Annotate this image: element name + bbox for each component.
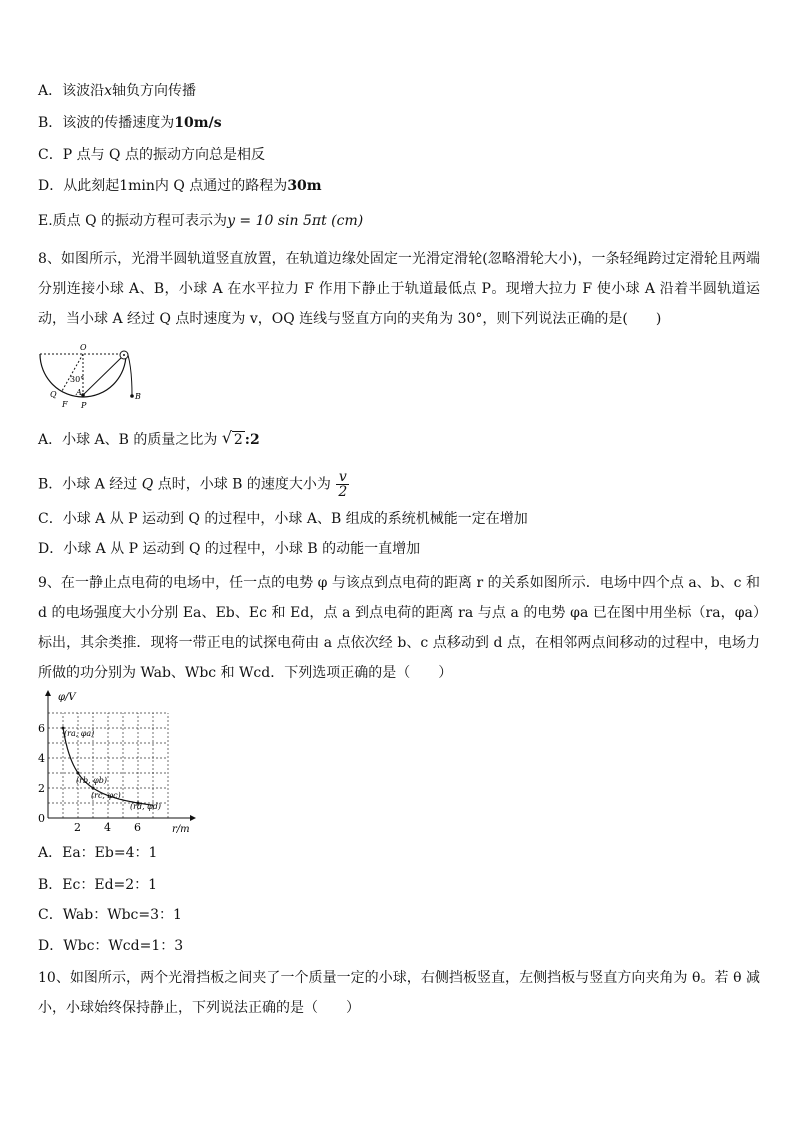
q8-option-c[interactable]: C．小球 A 从 P 运动到 Q 的过程中，小球 A、B 组成的系统机械能一定在增加 [38, 511, 528, 527]
q8-rope-a [83, 355, 124, 395]
q7-option-a[interactable]: A．该波沿x轴负方向传播 [38, 83, 197, 99]
q9-origin: 0 [38, 812, 45, 825]
y-tick-label: 4 [38, 752, 45, 765]
q8-figure [36, 340, 146, 415]
q9-option-c[interactable]: C．Wab：Wbc=3：1 [38, 907, 182, 923]
q7-option-c[interactable]: C．P 点与 Q 点的振动方向总是相反 [38, 147, 265, 163]
q8-label-o: O [80, 343, 87, 352]
q8-label-angle: 30° [70, 375, 85, 384]
q7-option-b[interactable]: B．该波的传播速度为10m/s [38, 115, 222, 131]
q9-point-label: (rc, φc) [91, 791, 121, 800]
q9-option-d[interactable]: D．Wbc：Wcd=1：3 [38, 938, 184, 954]
q8-rope-b [128, 355, 132, 395]
q9-xlabel: r/m [172, 824, 190, 835]
x-tick-label: 4 [104, 821, 111, 834]
q8-label-q: Q [50, 390, 57, 399]
x-tick-label: 2 [74, 821, 81, 834]
q9-data-point [77, 772, 80, 775]
q8-label-b: B [135, 392, 141, 401]
q9-stem: 9、在一静止点电荷的电场中，任一点的电势 φ 与该点到点电荷的距离 r 的关系如图所示．电场中四个点 a、b、c 和 d 的电场强度大小分别 Ea、Eb、Ec 和 Ed，点 a 到点电荷的距离 ra 与点 a 的电势 φa 已在图中用坐标（ra，φa）标出，其余类推．现将一带正电的试探电荷由 a 点依次经 b、c 点移动到 d 点，在相邻两点间移动的过程中，电场力所做的功分别为 Wab、Wbc 和 Wcd．下列选项正确的是（ ） [38, 575, 760, 681]
q9-point-label: (rd, φd) [130, 802, 161, 811]
y-tick-label: 6 [38, 722, 45, 735]
q9-option-a[interactable]: A．Ea：Eb=4：1 [38, 845, 158, 861]
q8-label-a: A [76, 388, 82, 397]
q8-option-a[interactable]: A．小球 A、B 的质量之比为 √ 2 :2 [38, 428, 260, 448]
q8-stem: 8、如图所示，光滑半圆轨道竖直放置，在轨道边缘处固定一光滑定滑轮(忽略滑轮大小)，一条轻绳跨过定滑轮且两端分别连接小球 A、B，小球 A 在水平拉力 F 作用下静止于轨道最低点 P。现增大拉力 F 使小球 A 沿着半圆轨道运动，当小球 A 经过 Q 点时速度为 v，OQ 连线与竖直方向的夹角为 30°，则下列说法正确的是( ) [38, 251, 760, 327]
q8-option-d[interactable]: D．小球 A 从 P 运动到 Q 的过程中，小球 B 的动能一直增加 [38, 541, 421, 557]
sqrt-expression: √ 2 [221, 428, 243, 448]
x-tick-label: 6 [134, 821, 141, 834]
y-tick-label: 2 [38, 782, 45, 795]
q9-point-label: (ra, φa) [64, 729, 95, 738]
q9-point-label: (rb, φb) [76, 776, 107, 785]
q7-option-d[interactable]: D．从此刻起1min内 Q 点通过的路程为30m [38, 178, 322, 194]
q8-label-p: P [81, 401, 87, 410]
q9-ylabel: φ/V [58, 692, 76, 703]
q10-stem: 10、如图所示，两个光滑挡板之间夹了一个质量一定的小球，右侧挡板竖直，左侧挡板与竖直方向夹角为 θ。若 θ 减小，小球始终保持静止，下列说法正确的是（ ） [38, 970, 760, 1016]
x-axis-arrow-icon [190, 815, 196, 821]
q9-data-point [92, 787, 95, 790]
q7-option-e[interactable]: E.质点 Q 的振动方程可表示为y = 10 sin 5πt (cm) [38, 213, 364, 229]
y-axis-arrow-icon [45, 690, 51, 696]
ball-b-icon [130, 394, 134, 398]
q8-option-b[interactable]: B．小球 A 经过 Q 点时，小球 B 的速度大小为 $\frac{v}{2}$ [38, 469, 348, 500]
q9-phi-r-chart [30, 688, 200, 836]
q8-oq-line [62, 354, 83, 391]
q8-label-f: F [62, 400, 68, 409]
fraction-v-over-2: $\frac{v}{2}$ [338, 469, 348, 500]
q9-option-b[interactable]: B．Ec：Ed=2：1 [38, 877, 158, 893]
